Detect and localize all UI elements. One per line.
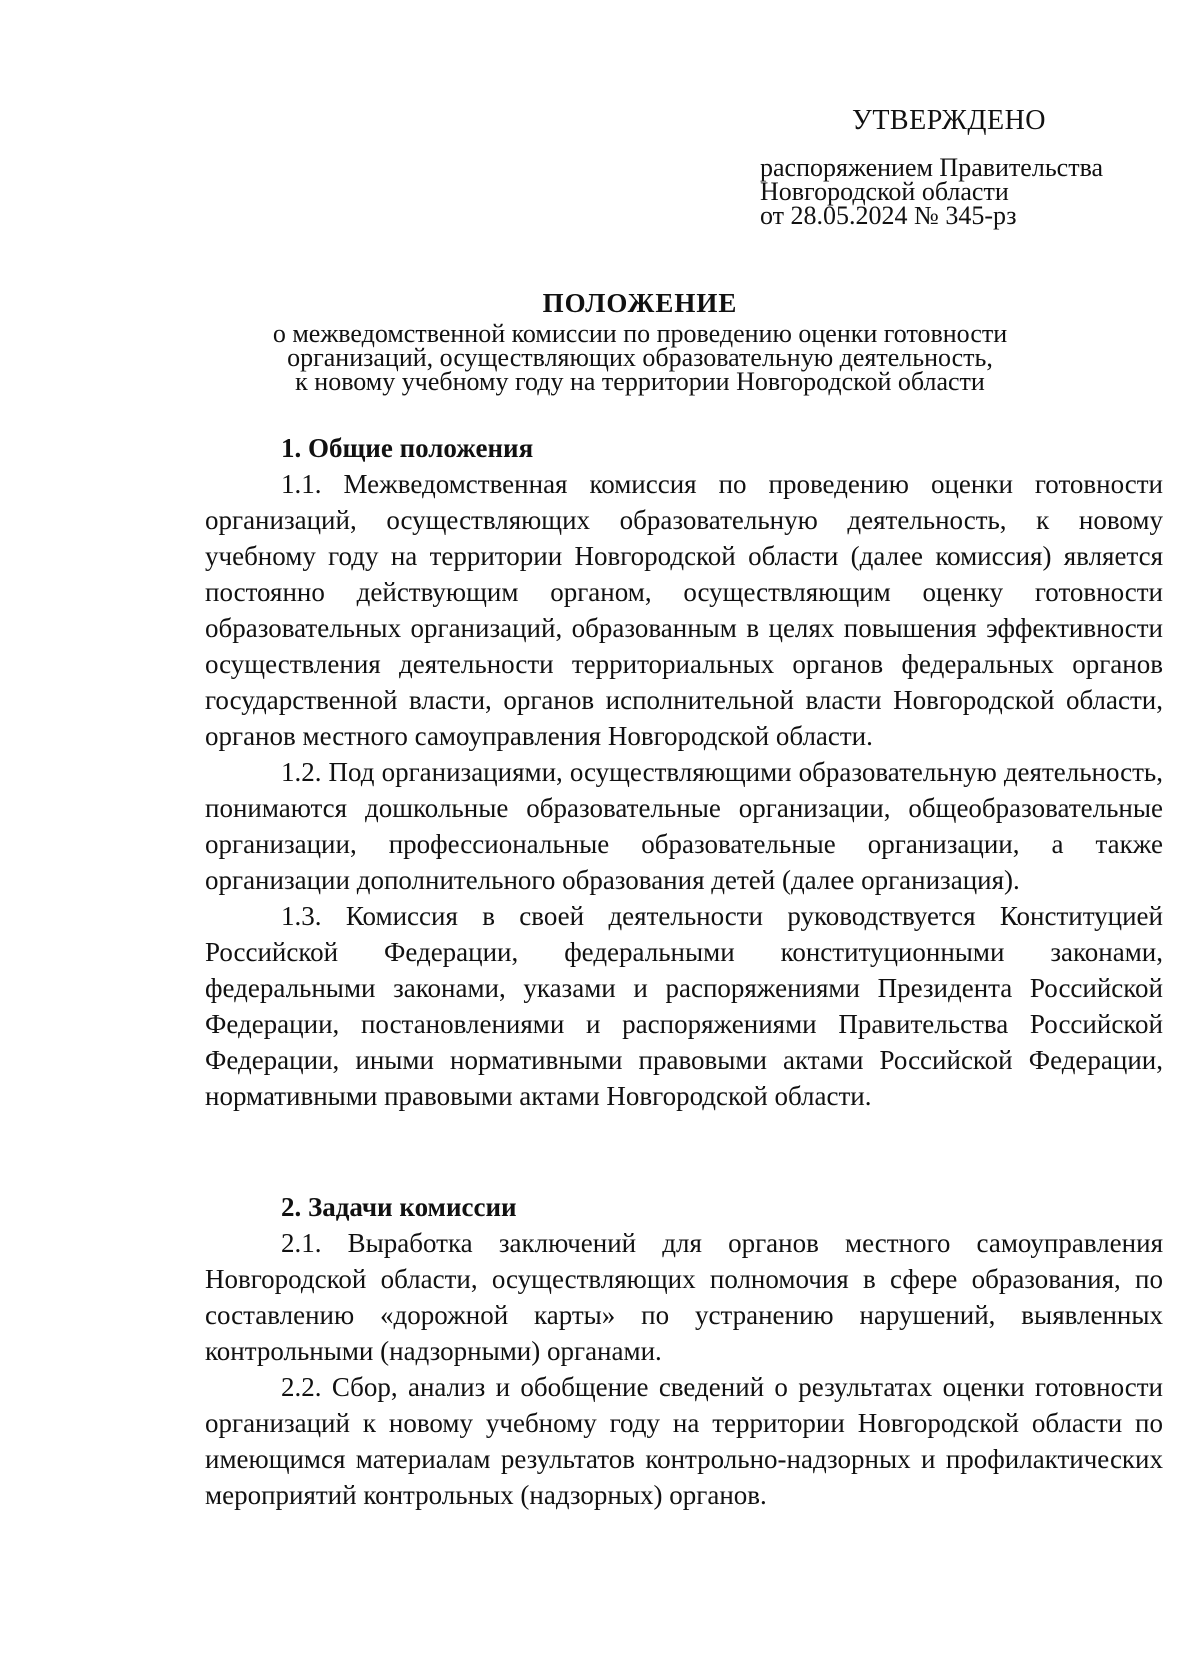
section-commission-tasks: [205, 1189, 1163, 1513]
section-1-heading: 1. Общие положения: [281, 433, 534, 463]
approval-heading: УТВЕРЖДЕНО: [852, 105, 1047, 136]
paragraph-2-1: 2.1. Выработка заключений для органов местного самоуправления Новгородской области, осуществляющих полномочия в сфере образования, по составлению «дорожной карты» по устранению нарушений, выявленных контрольными (надзорными) органами.: [205, 1228, 1163, 1366]
paragraph-1-1: 1.1. Межведомственная комиссия по проведению оценки готовности организаций, осуществляющих образовательную деятельность, к новому учебному году на территории Новгородской области (далее комиссия) является постоянно действующим органом, осуществляющим оценку готовности образовательных организаций, образованным в целях повышения эффективности осуществления деятельности территориальных органов федеральных органов государственной власти, органов исполнительной власти Новгородской области, органов местного самоуправления Новгородской области.: [205, 469, 1163, 751]
approval-stamp: [760, 106, 1180, 228]
paragraph-1-2: 1.2. Под организациями, осуществляющими образовательную деятельность, понимаются дошкольные образовательные организации, общеобразовательные организации, профессиональные образовательные организации, а также организации дополнительного образования детей (далее организация).: [205, 757, 1163, 895]
section-general-provisions: [205, 430, 1163, 1114]
approval-line-3: от 28.05.2024 № 345-рз: [760, 201, 1017, 230]
section-2-heading: 2. Задачи комиссии: [281, 1192, 517, 1222]
paragraph-2-2: 2.2. Сбор, анализ и обобщение сведений о результатах оценки готовности организаций к новому учебному году на территории Новгородской области по имеющимся материалам результатов контрольно-надзорных и профилактических мероприятий контрольных (надзорных) органов.: [205, 1372, 1163, 1510]
approval-line-2: Новгородской области: [760, 177, 1009, 206]
document-title: ПОЛОЖЕНИЕ: [542, 288, 738, 318]
document-subtitle-line-1: о межведомственной комиссии по проведению оценки готовности: [272, 319, 1008, 348]
approval-line-1: распоряжением Правительства: [760, 153, 1104, 182]
document-subtitle-line-3: к новому учебному году на территории Новгородской области: [295, 367, 985, 396]
document-title-block: [205, 286, 1075, 394]
document-subtitle-line-2: организаций, осуществляющих образовательную деятельность,: [287, 343, 993, 372]
paragraph-1-3: 1.3. Комиссия в своей деятельности руководствуется Конституцией Российской Федерации, федеральными конституционными законами, федеральными законами, указами и распоряжениями Президента Российской Федерации, постановлениями и распоряжениями Правительства Российской Федерации, иными нормативными правовыми актами Российской Федерации, нормативными правовыми актами Новгородской области.: [205, 901, 1163, 1111]
